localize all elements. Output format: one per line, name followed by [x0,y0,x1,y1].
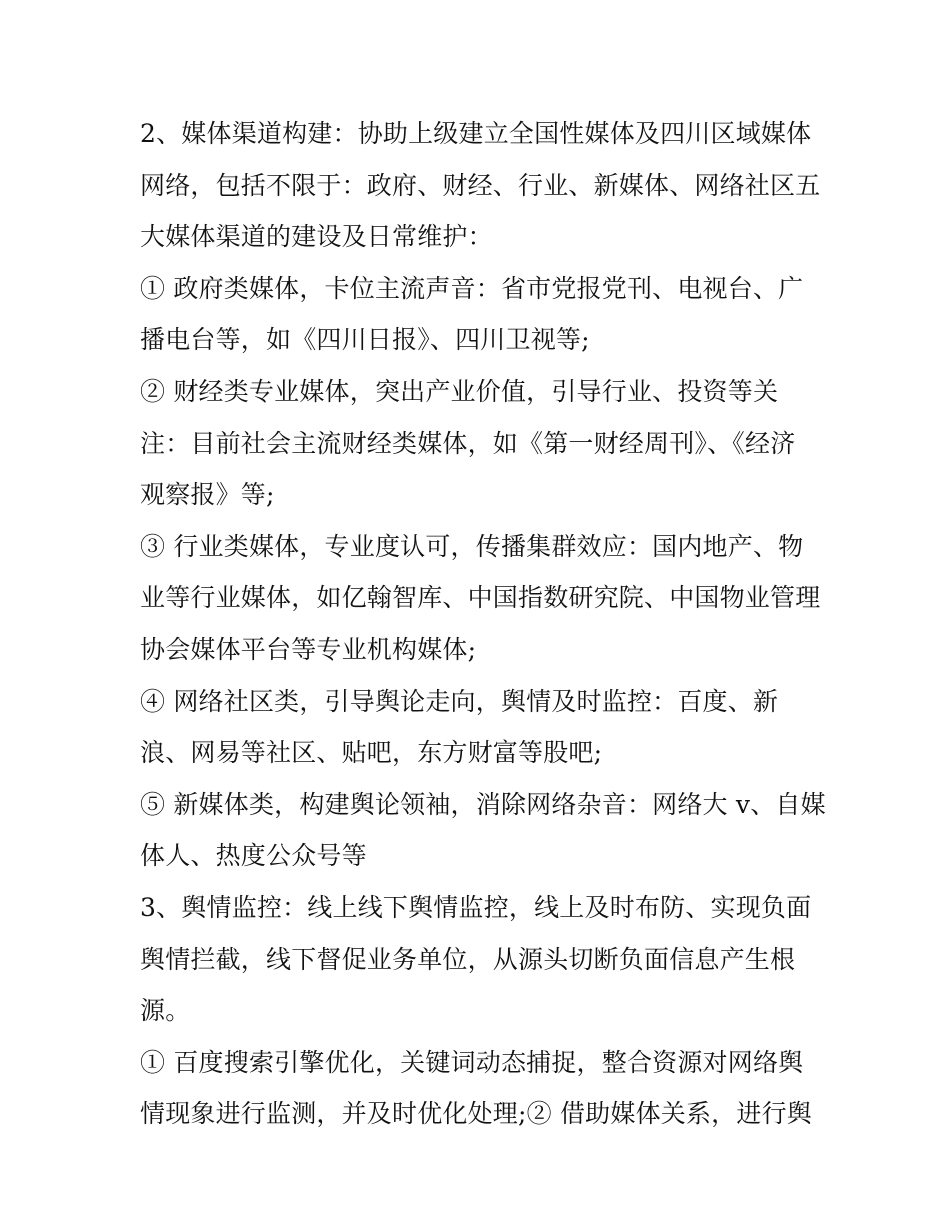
text-line: 播电台等，如《四川日报》、四川卫视等; [140,325,590,355]
document-body [140,108,826,1140]
text-line: 网络，包括不限于：政府、财经、行业、新媒体、网络社区五 [140,170,821,200]
text-line: 3、舆情监控：线上线下舆情监控，线上及时布防、实现负面 [140,892,812,922]
text-line: ⑤ 新媒体类，构建舆论领袖，消除网络杂音：网络大 v、自媒 [140,789,826,819]
text-line: ④ 网络社区类，引导舆论走向，舆情及时监控：百度、新 [140,686,779,716]
text-line: 注：目前社会主流财经类媒体，如《第一财经周刊》、《经济 [140,428,796,458]
text-line: 舆情拦截，线下督促业务单位，从源头切断负面信息产生根 [140,944,796,974]
text-line: 源。 [140,996,191,1026]
text-line: 业等行业媒体，如亿翰智库、中国指数研究院、中国物业管理 [140,583,821,613]
text-line: 协会媒体平台等专业机构媒体; [140,634,477,664]
text-line: 大媒体渠道的建设及日常维护： [140,222,493,252]
text-line: 体人、热度公众号等 [140,841,367,871]
text-line: ① 百度搜索引擎优化，关键词动态捕捉，整合资源对网络舆 [140,1047,804,1077]
text-line: ③ 行业类媒体，专业度认可，传播集群效应：国内地产、物 [140,531,804,561]
text-line: ② 财经类专业媒体，突出产业价值，引导行业、投资等关 [140,376,779,406]
text-line: 观察报》等; [140,480,275,510]
text-line: ① 政府类媒体，卡位主流声音：省市党报党刊、电视台、广 [140,273,804,303]
text-line: 浪、网易等社区、贴吧，东方财富等股吧; [140,738,603,768]
text-line: 2、媒体渠道构建：协助上级建立全国性媒体及四川区域媒体 [140,119,812,148]
text-line: 情现象进行监测，并及时优化处理;② 借助媒体关系，进行舆 [140,1099,812,1129]
